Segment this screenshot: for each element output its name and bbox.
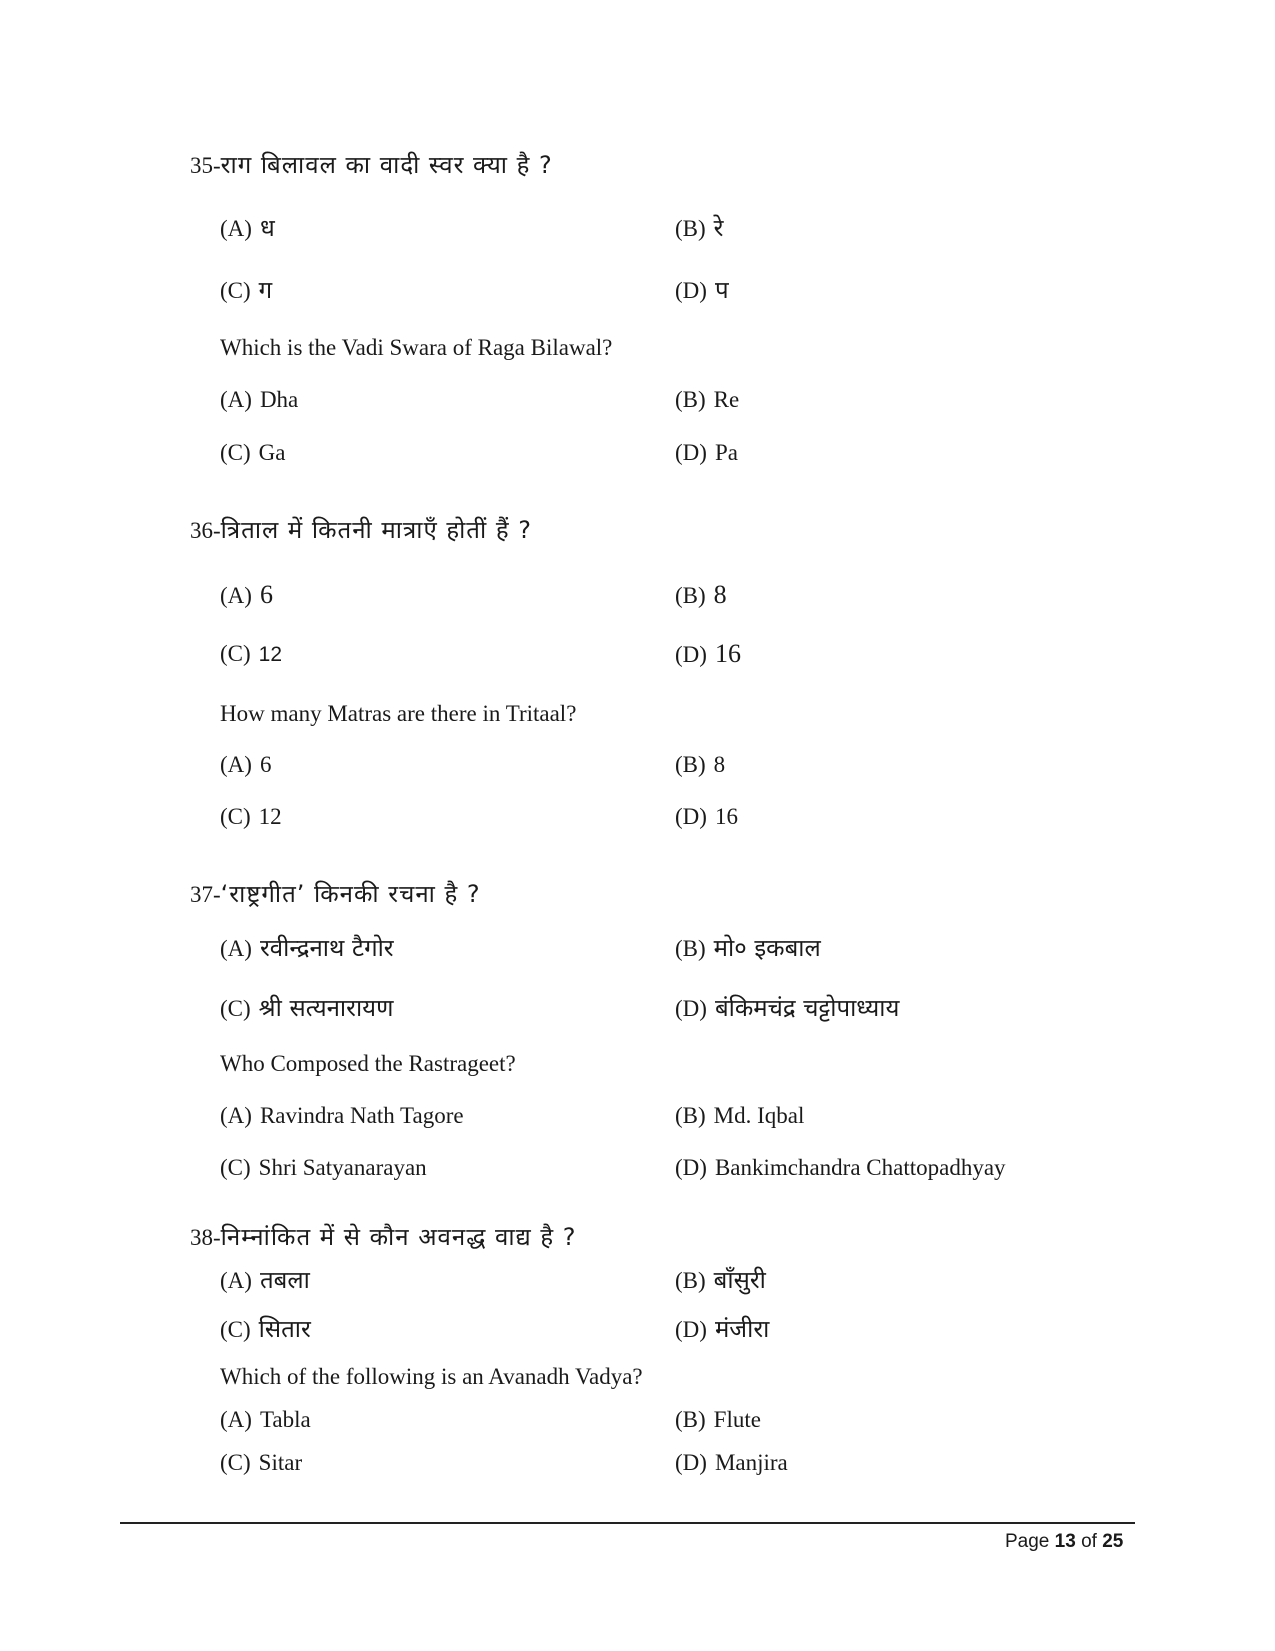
page-number [1005,1530,1123,1554]
question-number: 36- [190,518,221,543]
question-number: 38- [190,1225,221,1250]
option-b-english: (B) Md. Iqbal [675,1103,805,1128]
option-d-hindi: (D) मंजीरा [675,1315,770,1343]
total-pages: 25 [1102,1531,1124,1552]
option-a-english: (A) Ravindra Nath Tagore [220,1103,464,1128]
option-c-english: (C) Shri Satyanarayan [220,1155,427,1180]
option-b-english: (B) Flute [675,1407,761,1432]
of-word: of [1081,1531,1097,1552]
option-b-hindi: (B) बाँसुरी [675,1266,766,1294]
option-d-english: (D) Pa [675,440,738,465]
question-text-hindi: त्रिताल में कितनी मात्राएँ होतीं हैं ? [220,516,532,544]
option-a-hindi: (A) रवीन्द्रनाथ टैगोर [220,934,394,962]
question-37-hindi [190,879,481,910]
option-b-hindi: (B) 8 [675,580,727,609]
question-36-english: How many Matras are there in Tritaal? [220,701,577,726]
option-a-hindi: (A) 6 [220,580,273,609]
question-text-hindi: राग बिलावल का वादी स्वर क्या है ? [220,151,553,179]
option-c-hindi: (C) श्री सत्यनारायण [220,994,394,1022]
option-a-english: (A) 6 [220,752,272,777]
option-d-english: (D) 16 [675,804,738,829]
question-text-hindi: निम्नांकित में से कौन अवनद्ध वाद्य है ? [220,1223,577,1251]
option-c-english: (C) Sitar [220,1450,303,1475]
option-b-english: (B) Re [675,387,740,412]
option-c-hindi: (C) सितार [220,1315,311,1343]
option-a-english: (A) Tabla [220,1407,311,1432]
question-38-english: Which of the following is an Avanadh Vadya? [220,1364,643,1389]
option-a-english: (A) Dha [220,387,299,412]
option-c-hindi: (C) ग [220,276,273,304]
option-c-english: (C) 12 [220,804,282,829]
current-page: 13 [1054,1531,1076,1552]
question-35-hindi [190,150,553,181]
option-a-hindi: (A) तबला [220,1266,310,1294]
option-d-hindi: (D) 16 [675,639,741,668]
option-a-hindi: (A) ध [220,214,275,242]
option-c-hindi: (C) 12 [220,641,283,666]
option-d-english: (D) Bankimchandra Chattopadhyay [675,1155,1006,1180]
question-36-hindi [190,515,532,546]
option-d-hindi: (D) प [675,276,729,304]
question-35-english: Which is the Vadi Swara of Raga Bilawal? [220,335,613,360]
footer-divider [120,1522,1135,1524]
question-38-hindi [190,1222,576,1253]
question-37-english: Who Composed the Rastrageet? [220,1051,516,1076]
option-d-hindi: (D) बंकिमचंद्र चट्टोपाध्याय [675,994,900,1022]
option-b-english: (B) 8 [675,752,726,777]
option-c-english: (C) Ga [220,440,286,465]
page-word: Page [1005,1531,1050,1552]
question-number: 35- [190,153,221,178]
question-text-hindi: ‘राष्ट्रगीत’ किनकी रचना है ? [220,880,481,908]
option-b-hindi: (B) रे [675,214,724,242]
question-number: 37- [190,882,221,907]
option-d-english: (D) Manjira [675,1450,788,1475]
option-b-hindi: (B) मो० इकबाल [675,934,821,962]
